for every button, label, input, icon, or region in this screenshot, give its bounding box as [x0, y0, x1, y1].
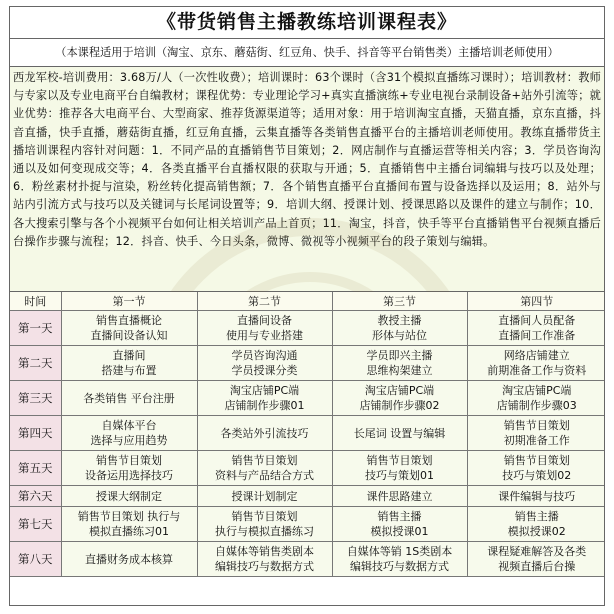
- session-cell: [61, 451, 197, 486]
- session-text: 编辑技巧与数据方式: [215, 560, 314, 573]
- session-cell: [61, 507, 197, 542]
- session-cell: [61, 486, 197, 507]
- session-cell: [332, 381, 467, 416]
- session-text: 技巧与策划02: [502, 469, 572, 482]
- table-header: 第二节: [197, 292, 332, 311]
- session-text: 销售主播: [377, 510, 422, 523]
- table-row: [10, 311, 605, 346]
- session-text: 销售主播: [514, 510, 559, 523]
- session-cell: [332, 416, 467, 451]
- session-text: 课件编辑与技巧: [498, 489, 576, 503]
- day-label: 第四天: [10, 416, 61, 451]
- session-cell: [332, 542, 467, 577]
- session-text: 直播间工作准备: [498, 329, 576, 342]
- session-text: 自媒体等销 1S类剧本: [346, 545, 453, 558]
- session-text: 淘宝店铺PC端: [229, 384, 300, 397]
- session-text: 各类站外引流技巧: [220, 426, 309, 440]
- session-text: 编辑技巧与数据方式: [350, 560, 449, 573]
- session-cell: [467, 486, 605, 507]
- day-label: 第七天: [10, 507, 61, 542]
- session-cell: [467, 542, 605, 577]
- page-subtitle: （本课程适用于培训（淘宝、京东、蘑菇街、红豆角、快手、抖音等平台销售类）主播培训老师使用）: [10, 39, 604, 67]
- session-cell: [197, 486, 332, 507]
- session-cell: [197, 311, 332, 346]
- session-text: 学员即兴主播: [366, 349, 433, 362]
- table-header: 第三节: [332, 292, 467, 311]
- session-cell: [467, 381, 605, 416]
- table-header-row: [10, 292, 605, 311]
- day-label: 第二天: [10, 346, 61, 381]
- session-cell: [467, 346, 605, 381]
- day-label: 第八天: [10, 542, 61, 577]
- session-cell: [197, 416, 332, 451]
- session-cell: [197, 346, 332, 381]
- table-header: 第一节: [61, 292, 197, 311]
- session-cell: [467, 416, 605, 451]
- page-title: 《带货销售主播教练培训课程表》: [10, 7, 604, 39]
- session-text: 销售直播概论: [96, 314, 162, 327]
- session-cell: [332, 451, 467, 486]
- session-text: 思维构架建立: [366, 364, 433, 377]
- session-text: 资料与产品结合方式: [215, 469, 314, 482]
- table-row: [10, 542, 605, 577]
- session-text: 模拟授课02: [507, 525, 566, 538]
- table-row: [10, 451, 605, 486]
- session-text: 销售节目策划: [503, 454, 570, 467]
- session-text: 模拟直播练习01: [89, 525, 169, 538]
- session-cell: [332, 311, 467, 346]
- session-text: 自媒体平台: [101, 419, 157, 432]
- session-text: 店铺制作步骤02: [359, 399, 440, 412]
- session-text: 店铺制作步骤03: [496, 399, 577, 412]
- course-schedule-page: [9, 6, 605, 606]
- session-text: 选择与应用趋势: [90, 434, 168, 447]
- table-header: 第四节: [467, 292, 605, 311]
- session-text: 技巧与策划01: [365, 469, 434, 482]
- session-text: 网络店铺建立: [503, 349, 570, 362]
- session-cell: [467, 451, 605, 486]
- session-text: 淘宝店铺PC端: [364, 384, 435, 397]
- session-text: 形体与站位: [372, 329, 427, 342]
- day-label: 第三天: [10, 381, 61, 416]
- day-label: 第六天: [10, 486, 61, 507]
- session-text: 授课大纲制定: [96, 489, 162, 503]
- session-text: 搭建与布置: [101, 364, 157, 377]
- session-cell: [467, 507, 605, 542]
- session-text: 初期准备工作: [503, 434, 570, 447]
- session-text: 销售节目策划: [231, 454, 298, 467]
- table-row: [10, 486, 605, 507]
- session-text: 直播财务成本核算: [85, 552, 173, 566]
- session-text: 课件思路建立: [366, 489, 433, 503]
- table-row: [10, 507, 605, 542]
- session-cell: [332, 346, 467, 381]
- day-label: 第五天: [10, 451, 61, 486]
- session-text: 销售节目策划: [503, 419, 570, 432]
- table-row: [10, 346, 605, 381]
- session-text: 直播间人员配备: [498, 314, 576, 327]
- session-cell: [61, 381, 197, 416]
- session-text: 销售节目策划: [96, 454, 162, 467]
- session-cell: [197, 381, 332, 416]
- session-text: 销售节目策划: [366, 454, 433, 467]
- table-body: [10, 311, 605, 577]
- session-cell: [332, 507, 467, 542]
- session-text: 学员咨询沟通: [231, 349, 298, 362]
- session-text: 执行与模拟直播练习: [215, 525, 314, 538]
- session-text: 销售节目策划: [231, 510, 298, 523]
- session-text: 模拟授课01: [370, 525, 429, 538]
- session-text: 学员授课分类: [231, 364, 298, 377]
- table-row: [10, 416, 605, 451]
- session-cell: [197, 451, 332, 486]
- session-text: 视频直播后台操: [498, 560, 576, 573]
- schedule-table: [10, 292, 605, 577]
- session-text: 直播间设备认知: [90, 329, 168, 342]
- session-text: 淘宝店铺PC端: [502, 384, 572, 397]
- session-text: 设备运用选择技巧: [85, 469, 173, 482]
- session-cell: [197, 542, 332, 577]
- session-text: 销售节目策划 执行与: [77, 510, 181, 523]
- session-text: 长尾词 设置与编辑: [353, 426, 446, 440]
- session-text: 各类销售 平台注册: [83, 391, 175, 405]
- session-cell: [467, 311, 605, 346]
- session-text: 自媒体等销售类剧本: [215, 545, 314, 558]
- session-text: 直播间设备: [237, 314, 292, 327]
- session-cell: [197, 507, 332, 542]
- session-cell: [61, 416, 197, 451]
- session-text: 教授主播: [377, 314, 422, 327]
- session-text: 前期准备工作与资料: [487, 364, 587, 377]
- session-text: 店铺制作步骤01: [224, 399, 305, 412]
- session-cell: [61, 542, 197, 577]
- session-text: 课程疑难解答及各类: [487, 545, 587, 558]
- session-cell: [332, 486, 467, 507]
- session-text: 授课计划制定: [231, 489, 298, 503]
- session-text: 使用与专业搭建: [226, 329, 303, 342]
- table-row: [10, 381, 605, 416]
- day-label: 第一天: [10, 311, 61, 346]
- session-cell: [61, 346, 197, 381]
- session-cell: [61, 311, 197, 346]
- session-text: 直播间: [112, 349, 146, 362]
- course-info-paragraph: 西龙军校-培训费用：3.68万/人（一次性收费）；培训课时：63个课时（含31个模拟直播练习课时）；培训教材：教师与专家以及专业电商平台自编教材；课程优势：专业理论学习+真实直播演练+专业电视台录制设备+站外引流等；就业优势：推荐各大电商平台、大型商家、推荐货源渠道等；适用对象：用于培训淘宝直播，天猫直播，京东直播，抖音直播，快手直播，蘑菇街直播，红豆角直播，云集直播等各类销售直播平台的主播培训老师使用。教练直播带货主播培训课程内容针对问题：1．不同产品的直播销售节目策划；2．网店制作与直播运营等相关内容；3．学员咨询沟通以及如何变现成交等；4．各类直播平台直播权限的获取与开通；5．直播销售中主播台词编辑与技巧以及处理；6．粉丝素材扑捉与渲染，粉丝转化提高销售额；7．各个销售直播平台直播间布置与设备选择以及运用；8．站外与站内引流方式与技巧以及关键词与长尾词设置等；9．培训大纲、授课计划、授课思路以及课件的建立与制作；10．各大搜索引擎与各个小视频平台如何让相关培训产品上首页；11．淘宝，抖音，快手等平台直播销售平台视频直播后台操作步骤与流程；12．抖音、快手、今日头条，微博、微视等小视频平台的段子策划与编辑。: [10, 67, 604, 292]
- table-header: 时间: [10, 292, 61, 311]
